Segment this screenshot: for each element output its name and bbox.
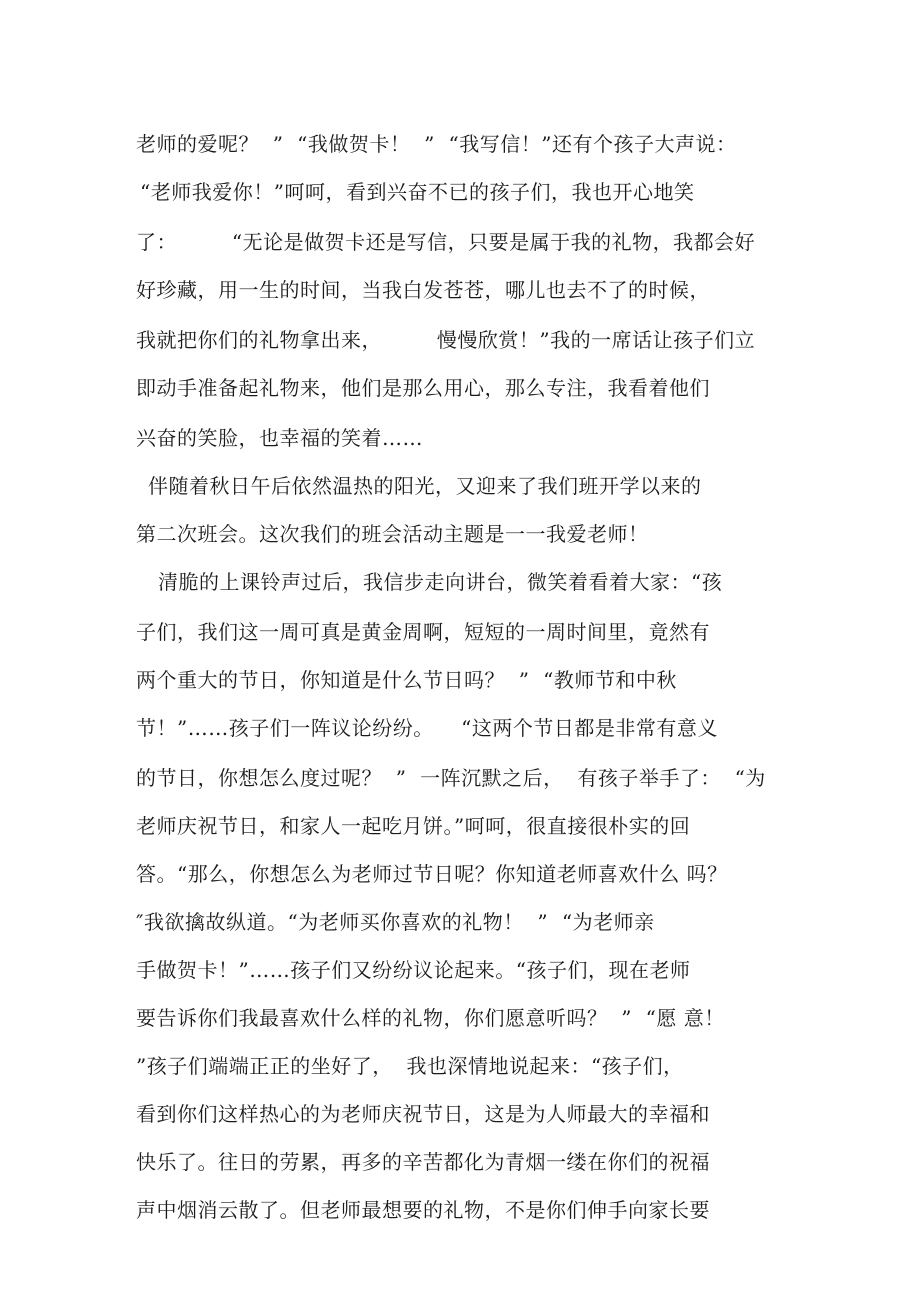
text-line-18: 手做贺卡！”……孩子们又纷纷议论起来。“孩子们，现在老师 bbox=[136, 958, 691, 982]
text-line-2: “老师我爱你！”呵呵，看到兴奋不已的孩子们，我也开心地笑 bbox=[140, 180, 695, 204]
text-line-5: 我就把你们的礼物拿出来， 慢慢欣赏！”我的一席话让孩子们立 bbox=[136, 328, 756, 352]
text-line-16: 答。“那么，你想怎么为老师过节日呢？你知道老师喜欢什么 吗？ bbox=[136, 862, 728, 886]
text-line-23: 声中烟消云散了。但老师最想要的礼物，不是你们伸手向家长要 bbox=[136, 1198, 710, 1222]
text-line-20: ”孩子们端端正正的坐好了， 我也深情地说起来：“孩子们， bbox=[136, 1054, 684, 1078]
text-line-21: 看到你们这样热心的为老师庆祝节日，这是为人师最大的幸福和 bbox=[136, 1102, 710, 1126]
text-line-17: ″我欲擒故纵道。“为老师买你喜欢的礼物！ ” “为老师亲 bbox=[136, 910, 655, 934]
text-line-11: 子们，我们这一周可真是黄金周啊，短短的一周时间里，竟然有 bbox=[136, 620, 710, 644]
text-line-22: 快乐了。往日的劳累，再多的辛苦都化为青烟一缕在你们的祝福 bbox=[136, 1150, 710, 1174]
text-line-9: 第二次班会。这次我们的班会活动主题是一一我爱老师！ bbox=[136, 522, 649, 546]
text-line-7: 兴奋的笑脸，也幸福的笑着…… bbox=[136, 426, 423, 450]
text-line-3: 了： “无论是做贺卡还是写信，只要是属于我的礼物，我都会好 bbox=[136, 230, 756, 254]
text-line-8: 伴随着秋日午后依然温热的阳光，又迎来了我们班开学以来的 bbox=[148, 474, 702, 498]
text-line-6: 即动手准备起礼物来，他们是那么用心，那么专注，我看着他们 bbox=[136, 376, 710, 400]
text-line-14: 的节日，你想怎么度过呢？ ” 一阵沉默之后， 有孩子举手了： “为 bbox=[136, 766, 766, 790]
text-line-13: 节！”……孩子们一阵议论纷纷。 “这两个节日都是非常有意义 bbox=[136, 716, 718, 740]
text-line-15: 老师庆祝节日，和家人一起吃月饼。”呵呵，很直接很朴实的回 bbox=[136, 814, 691, 838]
text-line-10: 清脆的上课铃声过后，我信步走向讲台，微笑着看着大家：“孩 bbox=[158, 570, 723, 594]
text-line-1: 老师的爱呢？ ” “我做贺卡！ ” “我写信！”还有个孩子大声说： bbox=[136, 132, 737, 156]
text-line-4: 好珍藏，用一生的时间，当我白发苍苍，哪儿也去不了的时候， bbox=[136, 278, 710, 302]
text-line-19: 要告诉你们我最喜欢什么样的礼物，你们愿意听吗？ ” “愿 意！ bbox=[136, 1006, 725, 1030]
text-line-12: 两个重大的节日，你知道是什么节日吗？ ” “教师节和中秋 bbox=[136, 668, 677, 692]
